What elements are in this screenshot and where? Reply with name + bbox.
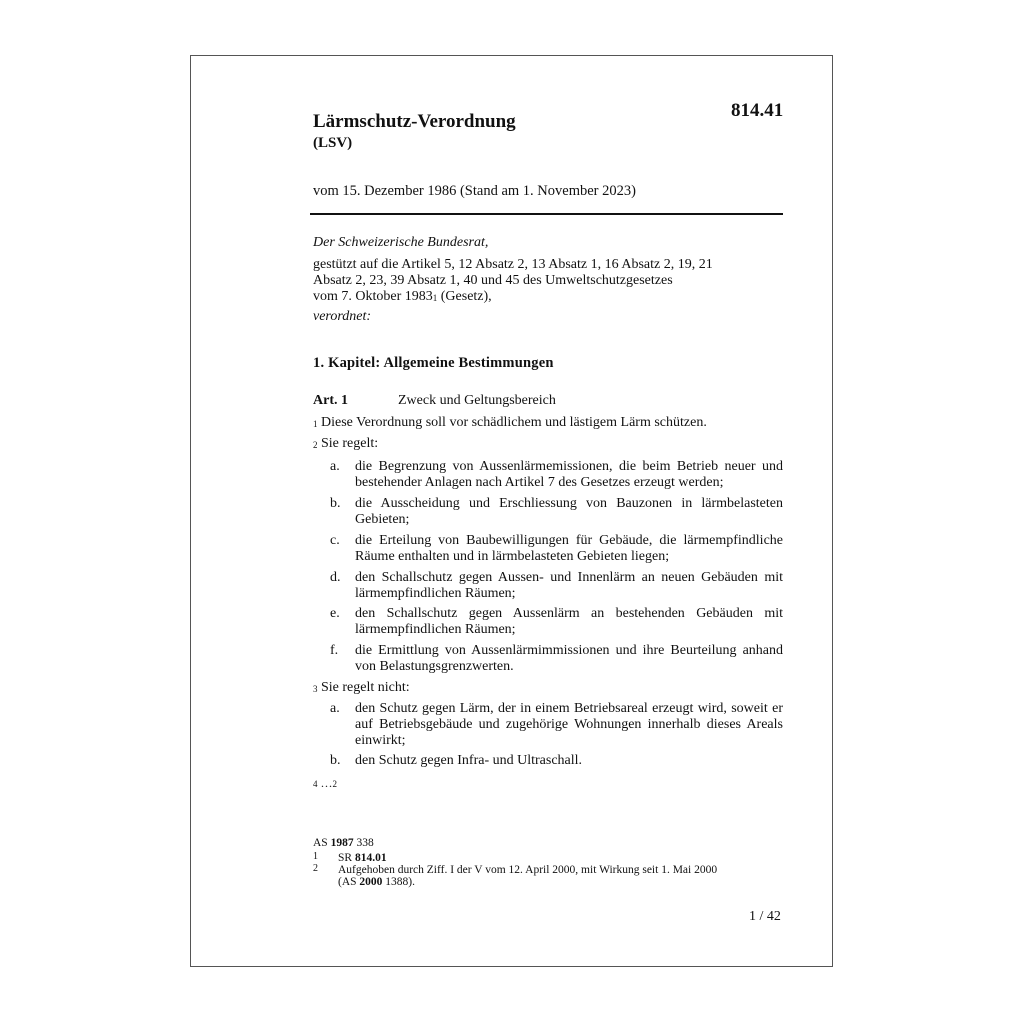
- paragraph-text: Sie regelt nicht:: [321, 680, 410, 695]
- footnote-ref-1[interactable]: 1: [432, 293, 438, 303]
- document-abbreviation: (LSV): [313, 135, 353, 151]
- list-item: die Erteilung von Baubewilligungen für Gebäude, die lärmempfindliche Räume enthalten und in lärmbelasteten Gebieten liegen;: [355, 533, 783, 564]
- list-label: f.: [330, 643, 339, 658]
- preamble-basis-line1: gestützt auf die Artikel 5, 12 Absatz 2, 13 Absatz 1, 16 Absatz 2, 19, 21: [313, 257, 713, 272]
- document-title: Lärmschutz-Verordnung: [313, 111, 516, 132]
- as-reference: [313, 837, 374, 849]
- article-number: Art. 1: [313, 393, 348, 408]
- paragraph-text: Sie regelt:: [321, 436, 379, 451]
- footnote-number: 2: [313, 863, 318, 874]
- chapter-heading: 1. Kapitel: Allgemeine Bestimmungen: [313, 355, 554, 371]
- list-label: c.: [330, 533, 340, 548]
- list-label: e.: [330, 606, 340, 621]
- paragraph-number: 1: [313, 419, 318, 429]
- footnote-suffix: 1388).: [382, 876, 415, 888]
- preamble-enacts: verordnet:: [313, 309, 372, 324]
- footnote-prefix: SR: [338, 852, 355, 864]
- list-label: a.: [330, 459, 340, 474]
- list-item: den Schallschutz gegen Aussen- und Innenlärm an neuen Gebäuden mit lärmempfindlichen Räumen;: [355, 570, 783, 601]
- paragraph-number: 3: [313, 684, 318, 694]
- paragraph-number: 4: [313, 779, 318, 789]
- list-label: a.: [330, 701, 340, 716]
- preamble-basis-line3: [313, 289, 492, 305]
- paragraph-4: [313, 775, 337, 791]
- footnote-2-line2: [338, 876, 415, 888]
- footnote-as-year: 2000: [359, 876, 383, 888]
- list-label: b.: [330, 753, 341, 768]
- list-item: die Begrenzung von Aussenlärmemissionen, die beim Betrieb neuer und bestehender Anlagen nach Artikel 7 des Gesetzes erzeugt werden;: [355, 459, 783, 490]
- paragraph-number: 2: [313, 440, 318, 450]
- footnote-prefix: (AS: [338, 876, 360, 888]
- page-number: 1 / 42: [749, 909, 781, 924]
- list-item: den Schutz gegen Infra- und Ultraschall.: [355, 753, 583, 768]
- paragraph-3: [313, 680, 410, 696]
- list-label: d.: [330, 570, 341, 585]
- basis-suffix: (Gesetz),: [437, 289, 492, 304]
- paragraph-1: [313, 415, 707, 431]
- paragraph-text: Diese Verordnung soll vor schädlichem und lästigem Lärm schützen.: [321, 415, 707, 430]
- as-prefix: AS: [313, 837, 331, 849]
- footnote-sr-number: 814.01: [354, 852, 387, 864]
- sr-number: 814.41: [731, 100, 784, 121]
- repealed-ellipsis: …: [320, 776, 333, 790]
- article-title: Zweck und Geltungsbereich: [398, 393, 556, 408]
- list-item: den Schallschutz gegen Aussenlärm an bestehenden Gebäuden mit lärmempfindlichen Räumen;: [355, 606, 783, 637]
- footnote-ref-2[interactable]: 2: [332, 779, 337, 789]
- list-item: die Ermittlung von Aussenlärmimmissionen und ihre Beurteilung anhand von Belastungsgrenzwerten.: [355, 643, 783, 674]
- as-page: 338: [353, 837, 374, 849]
- document-date: vom 15. Dezember 1986 (Stand am 1. November 2023): [313, 183, 636, 199]
- preamble-basis-line2: Absatz 2, 23, 39 Absatz 1, 40 und 45 des Umweltschutzgesetzes: [313, 273, 673, 288]
- list-item: den Schutz gegen Lärm, der in einem Betriebsareal erzeugt wird, soweit er auf Betriebsgebäude und zugehörige Wohnungen innerhalb dieses Areals einwirkt;: [355, 701, 783, 748]
- footnote-1: [338, 852, 387, 864]
- list-item: die Ausscheidung und Erschliessung von Bauzonen in lärmbelasteten Gebieten;: [355, 496, 783, 527]
- footnote-2-line1: Aufgehoben durch Ziff. I der V vom 12. April 2000, mit Wirkung seit 1. Mai 2000: [338, 864, 718, 876]
- preamble-issuer: Der Schweizerische Bundesrat,: [313, 235, 489, 250]
- paragraph-2: [313, 436, 378, 452]
- basis-date: vom 7. Oktober 1983: [313, 289, 433, 304]
- footnote-number: 1: [313, 851, 318, 862]
- as-year: 1987: [330, 837, 354, 849]
- list-label: b.: [330, 496, 341, 511]
- header-divider: [310, 213, 783, 215]
